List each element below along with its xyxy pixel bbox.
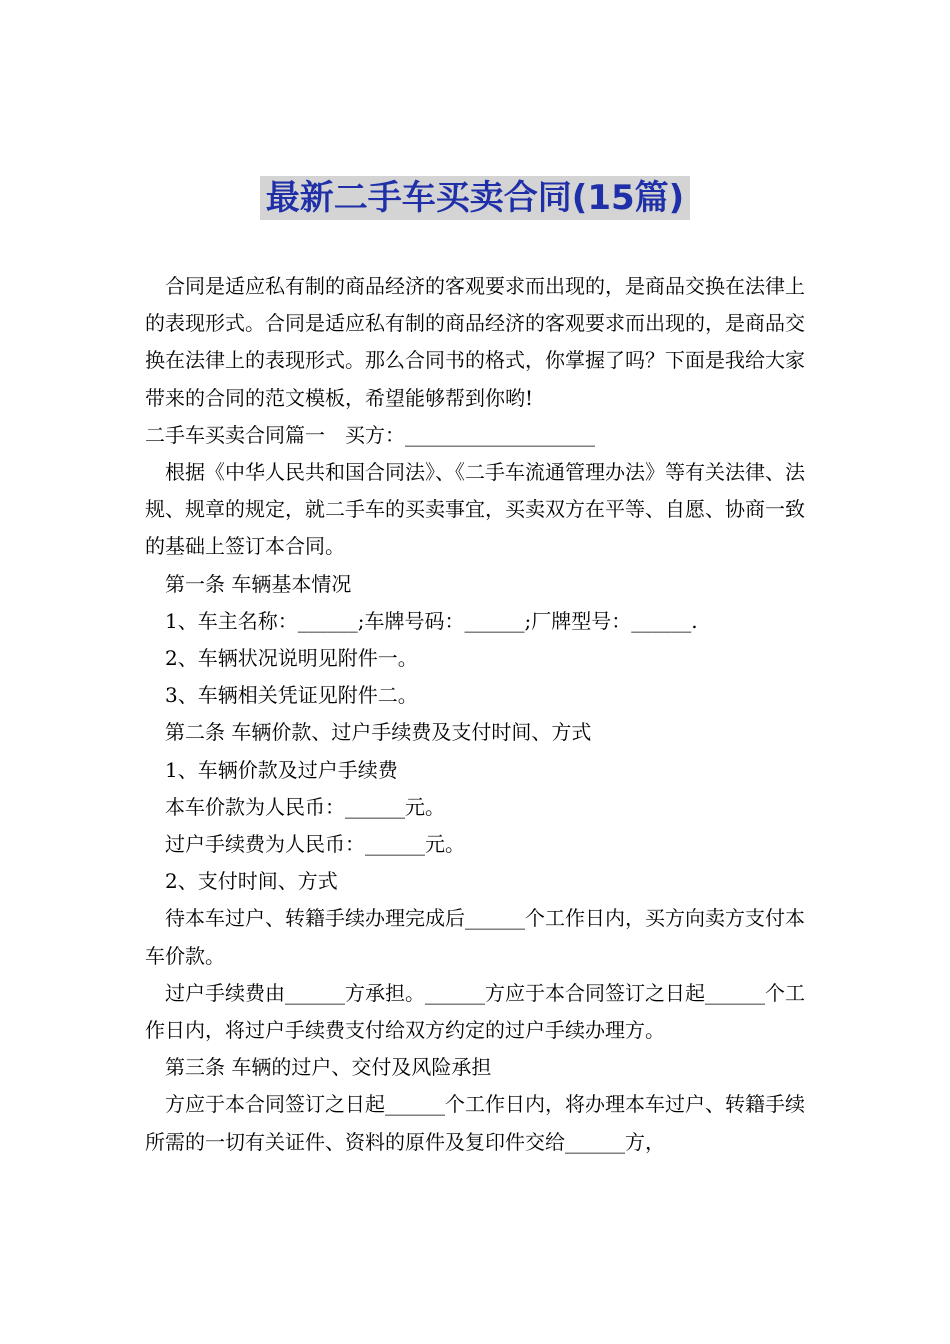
article-1-item-3: 3、车辆相关凭证见附件二。 [165, 683, 418, 708]
document-title: 最新二手车买卖合同(15篇) [260, 176, 690, 220]
document-body [145, 268, 810, 1161]
payment-time-paragraph: 待本车过户、转籍手续办理完成后______个工作日内，买方向卖方支付本车价款。 [145, 906, 805, 968]
transfer-fee-paragraph: 过户手续费由______方承担。______方应于本合同签订之日起______个工作日内，将过户手续费支付给双方约定的过户手续办理方。 [145, 980, 805, 1043]
article-2-item-1: 1、车辆价款及过户手续费 [165, 757, 398, 782]
title-block [0, 176, 950, 220]
legal-basis-paragraph: 根据《中华人民共和国合同法》、《二手车流通管理办法》等有关法律、法规、规章的规定，就二手车的买卖事宜，买卖双方在平等、自愿、协商一致的基础上签订本合同。 [145, 460, 805, 559]
article-1-item-2: 2、车辆状况说明见附件一。 [165, 646, 418, 671]
transfer-fee-line: 过户手续费为人民币：______元。 [165, 832, 465, 857]
article-1-heading: 第一条 车辆基本情况 [165, 571, 352, 596]
vehicle-price-line: 本车价款为人民币：______元。 [165, 794, 445, 819]
article-1-item-1: 1、车主名称：______;车牌号码：______;厂牌型号：______. [165, 608, 698, 633]
article-2-heading: 第二条 车辆价款、过户手续费及支付时间、方式 [165, 720, 592, 745]
contract-heading-buyer: 二手车买卖合同篇一 买方：___________________ [145, 422, 595, 447]
intro-paragraph: 合同是适应私有制的商品经济的客观要求而出现的，是商品交换在法律上的表现形式。合同是适应私有制的商品经济的客观要求而出现的，是商品交换在法律上的表现形式。那么合同书的格式，你掌握了吗？下面是我给大家带来的合同的范文模板，希望能够帮到你哟! [145, 274, 805, 410]
article-3-paragraph: 方应于本合同签订之日起______个工作日内，将办理本车过户、转籍手续所需的一切有关证件、资料的原件及复印件交给______方， [145, 1092, 805, 1154]
article-2-item-2: 2、支付时间、方式 [165, 869, 338, 894]
article-3-heading: 第三条 车辆的过户、交付及风险承担 [165, 1055, 492, 1080]
